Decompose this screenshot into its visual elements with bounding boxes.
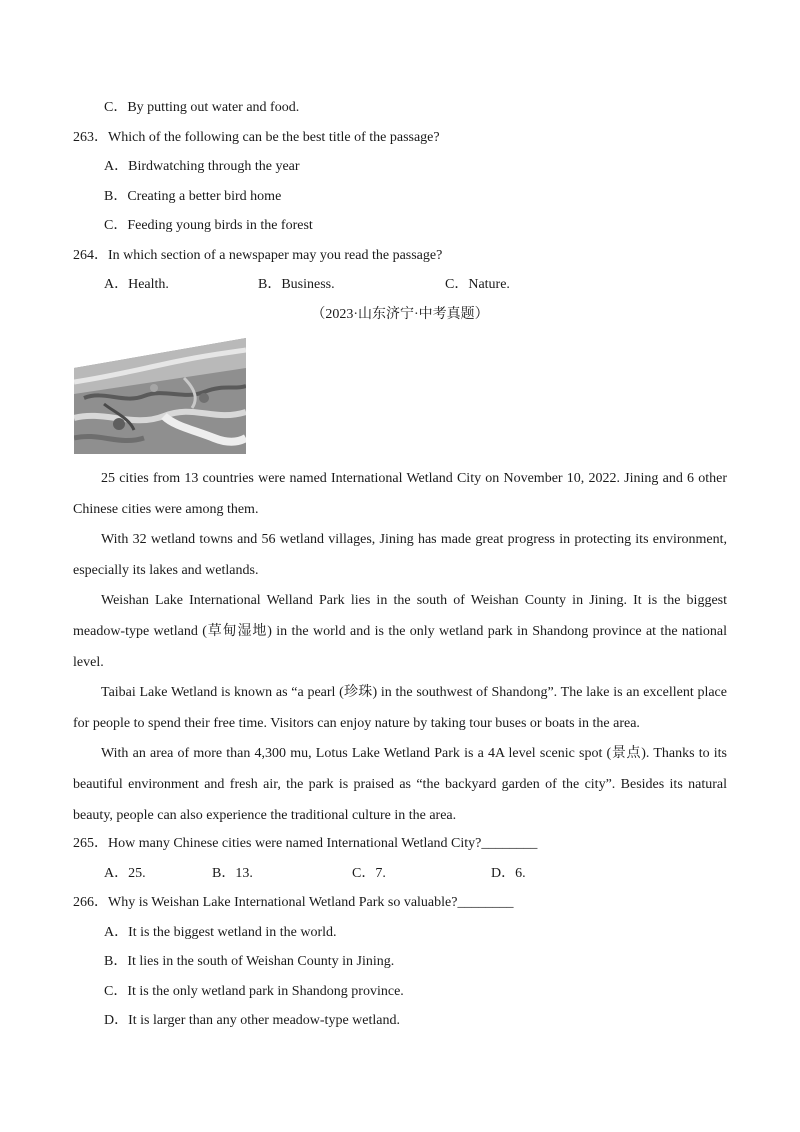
q263-question: 263．Which of the following can be the best title of the passage?: [73, 130, 440, 145]
q266-option-c: C．It is the only wetland park in Shandong province.: [104, 984, 404, 999]
passage-paragraph-3: Weishan Lake International Welland Park lies in the south of Weishan County in Jining. It is the biggest meadow-type wetland (草甸湿地) in the world and is the only wetland park in Shandong province at the national level.: [73, 593, 727, 670]
q263-option-c: C．Feeding young birds in the forest: [104, 218, 313, 233]
q265-option-a: A．25.: [104, 866, 146, 881]
passage-paragraph-2: With 32 wetland towns and 56 wetland villages, Jining has made great progress in protecting its environment, especially its lakes and wetlands.: [73, 532, 727, 578]
q266-question: 266．Why is Weishan Lake International Wetland Park so valuable?________: [73, 895, 514, 910]
q265-option-d: D．6.: [491, 866, 526, 881]
q264-question: 264．In which section of a newspaper may you read the passage?: [73, 248, 443, 263]
passage-paragraph-1: 25 cities from 13 countries were named International Wetland City on November 10, 2022. Jining and 6 other Chinese cities were among them.: [73, 471, 727, 517]
q264-option-c: C．Nature.: [445, 277, 510, 292]
q265-question: 265．How many Chinese cities were named International Wetland City?________: [73, 836, 538, 851]
q264-option-b: B．Business.: [258, 277, 335, 292]
q263-option-a: A．Birdwatching through the year: [104, 159, 300, 174]
passage-paragraph-4: Taibai Lake Wetland is known as “a pearl (珍珠) in the southwest of Shandong”. The lake is an excellent place for people to spend their free time. Visitors can enjoy nature by taking tour buses or boats in the area.: [73, 685, 727, 731]
passage-paragraph-5: With an area of more than 4,300 mu, Lotus Lake Wetland Park is a 4A level scenic spot (景点). Thanks to its beautiful environment and fresh air, the park is praised as “the backyard garden of the city”. Besides its natural beauty, people can also experience the traditional culture in the area.: [73, 746, 727, 823]
source-label: （2023·山东济宁·中考真题）: [311, 307, 489, 322]
q266-option-a: A．It is the biggest wetland in the world.: [104, 925, 337, 940]
q265-option-b: B．13.: [212, 866, 253, 881]
q266-option-b: B．It lies in the south of Weishan County in Jining.: [104, 954, 395, 969]
q265-option-c: C．7.: [352, 866, 386, 881]
wetland-photo: [74, 338, 246, 454]
q262-option-c: C．By putting out water and food.: [104, 100, 300, 115]
q266-option-d: D．It is larger than any other meadow-type wetland.: [104, 1013, 400, 1028]
q264-option-a: A．Health.: [104, 277, 169, 292]
q263-option-b: B．Creating a better bird home: [104, 189, 282, 204]
